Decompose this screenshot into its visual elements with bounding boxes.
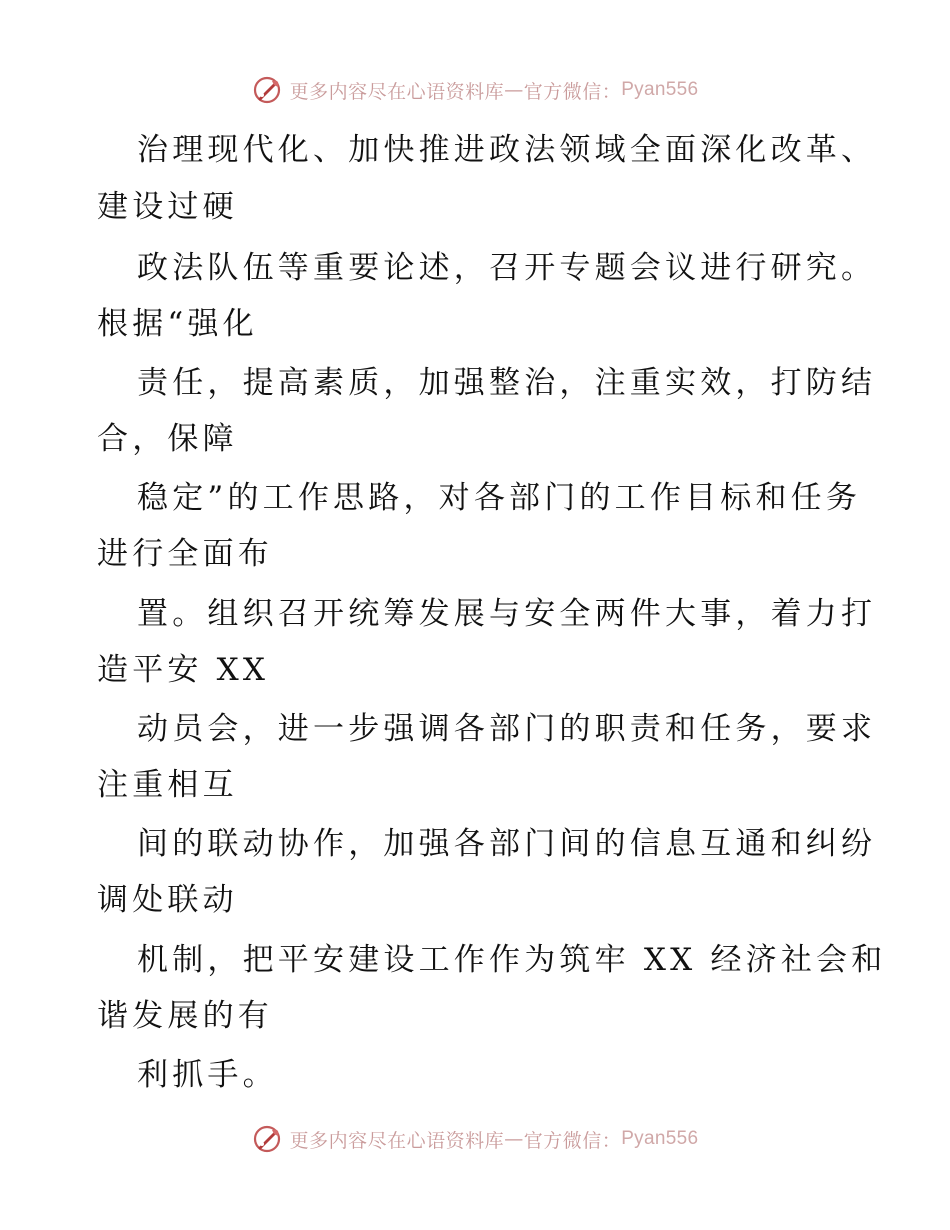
body-line: 责任，提高素质，加强整治，注重实效，打防结 [137, 365, 877, 401]
body-line: 造平安 XX [97, 652, 270, 688]
body-line: 间的联动协作，加强各部门间的信息互通和纠纷 [137, 826, 877, 862]
footer-wechat-id: Pyan556 [621, 1128, 699, 1149]
quill-pen-logo-icon [252, 1124, 282, 1154]
body-line: 置。组织召开统筹发展与安全两件大事，着力打 [137, 596, 877, 632]
header-banner [0, 70, 950, 110]
body-line: 利抓手。 [137, 1057, 278, 1093]
body-line: 建设过硬 [97, 189, 238, 225]
header-dash: — [504, 79, 524, 101]
header-site-text: 更多内容尽在心语资料库 [289, 80, 505, 103]
footer-wechat-label: 官方微信： [523, 1129, 622, 1152]
footer-site-text: 更多内容尽在心语资料库 [289, 1129, 505, 1152]
header-wechat-id: Pyan556 [621, 79, 699, 100]
body-line: 根据“强化 [97, 306, 258, 342]
body-line: 稳定”的工作思路，对各部门的工作目标和任务 [137, 480, 862, 516]
body-line: 调处联动 [97, 882, 238, 918]
header-wechat-label: 官方微信： [523, 80, 622, 103]
footer-dash: — [504, 1128, 524, 1150]
quill-pen-logo-icon [252, 75, 282, 105]
body-line: 治理现代化、加快推进政法领域全面深化改革、 [137, 132, 877, 168]
body-line: 合，保障 [97, 421, 238, 457]
body-line: 动员会，进一步强调各部门的职责和任务，要求 [137, 711, 877, 747]
footer-banner [0, 1119, 950, 1159]
body-line: 进行全面布 [97, 536, 273, 572]
body-line: 谐发展的有 [97, 998, 273, 1034]
body-line: 机制，把平安建设工作作为筑牢 XX 经济社会和 [137, 942, 887, 978]
body-line: 政法队伍等重要论述，召开专题会议进行研究。 [137, 250, 877, 286]
body-line: 注重相互 [97, 767, 238, 803]
